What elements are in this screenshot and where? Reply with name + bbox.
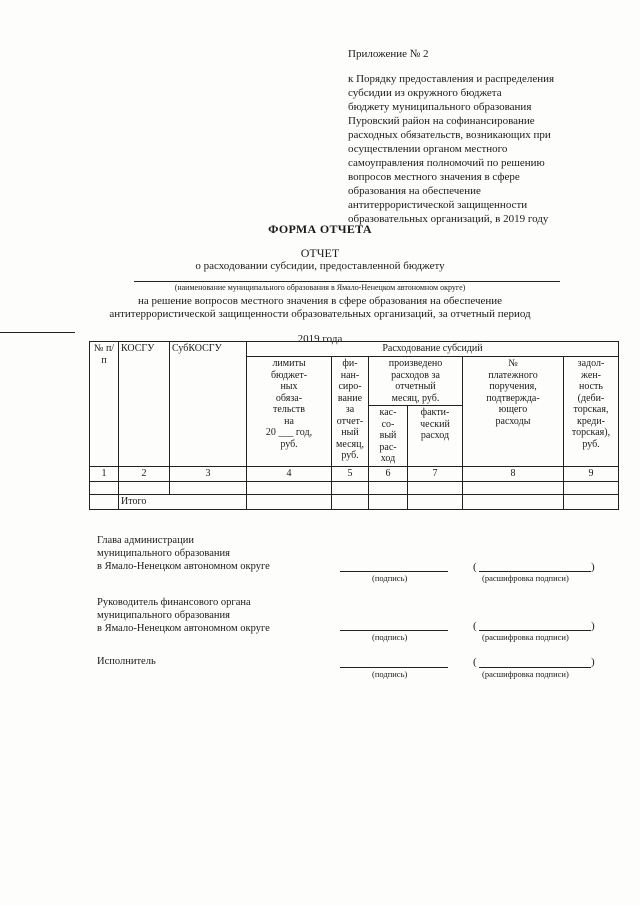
signature-caption: (подпись): [372, 669, 408, 679]
appendix-line: Пуровский район на софинансирование: [348, 115, 535, 127]
column-number: 4: [247, 466, 332, 481]
paren-open: (: [473, 620, 477, 632]
column-number: 8: [463, 466, 564, 481]
report-title: ОТЧЕТ: [300, 246, 340, 260]
header-financing: [332, 357, 369, 467]
signatory-finance-label: [97, 596, 270, 635]
header-text: платежного: [488, 369, 538, 381]
header-text: вание: [337, 392, 363, 404]
header-text: ный: [341, 427, 359, 438]
municipality-caption: (наименование муниципального образования в Ямало-Ненецком автономном округе): [174, 283, 466, 292]
table-cell[interactable]: [90, 494, 119, 509]
header-text: лимиты: [272, 358, 306, 369]
header-limits: [247, 357, 332, 467]
report-purpose: [0, 295, 640, 346]
appendix-line: расходных обязательств, возникающих при: [348, 129, 551, 141]
table-cell[interactable]: [463, 481, 564, 494]
decode-caption: (расшифровка подписи): [482, 573, 569, 583]
decode-caption: (расшифровка подписи): [482, 669, 569, 679]
header-cash: [369, 406, 408, 467]
signatory-line: Руководитель финансового органа: [97, 597, 251, 608]
table-cell[interactable]: [332, 481, 369, 494]
decode-caption: (расшифровка подписи): [482, 632, 569, 642]
header-text: месяц, руб.: [391, 392, 440, 404]
paren-close: ): [591, 620, 595, 632]
report-subtitle: о расходовании субсидии, предоставленной бюджету: [195, 260, 445, 272]
header-text: фи-: [342, 358, 358, 369]
paren-open: (: [473, 656, 477, 668]
table-cell[interactable]: [247, 494, 332, 509]
header-text: тельств: [273, 404, 305, 415]
header-text: торская,: [573, 404, 609, 415]
header-debt: [564, 357, 619, 467]
table-cell[interactable]: [564, 481, 619, 494]
appendix-line: осуществлении органом местного: [348, 143, 508, 155]
header-text: отчет-: [336, 415, 364, 427]
header-text: ных: [280, 381, 298, 392]
column-number: 7: [408, 466, 463, 481]
report-table: [89, 341, 619, 510]
header-text: расходы: [495, 415, 531, 427]
header-text: 20 ___ год,: [265, 427, 313, 438]
header-actual: [408, 406, 463, 467]
signatory-line: муниципального образования: [97, 610, 230, 621]
signature-caption: (подпись): [372, 573, 408, 583]
appendix-title: Приложение № 2: [348, 48, 429, 60]
header-spending-group: Расходование субсидий: [247, 342, 619, 357]
table-cell[interactable]: [247, 481, 332, 494]
header-text: сиро-: [338, 381, 362, 392]
paren-close: ): [591, 656, 595, 668]
header-text: жен-: [581, 369, 601, 381]
header-text: (деби-: [577, 392, 605, 404]
signatory-line: Глава администрации: [97, 535, 194, 546]
appendix-text: [348, 72, 598, 226]
table-cell[interactable]: [408, 481, 463, 494]
header-text: руб.: [280, 438, 298, 450]
header-text: рас-: [379, 441, 397, 453]
column-number: 2: [119, 466, 170, 481]
header-text: ность: [579, 381, 603, 392]
signatory-line: муниципального образования: [97, 548, 230, 559]
header-no: № п/п: [90, 342, 119, 467]
table-row: [90, 481, 619, 494]
form-title: ФОРМА ОТЧЕТА: [268, 222, 372, 236]
header-subkosgu: СубКОСГУ: [170, 342, 247, 467]
header-text: отчетный: [395, 381, 436, 392]
header-text: со-: [381, 418, 395, 430]
table-cell[interactable]: [332, 494, 369, 509]
signature-line[interactable]: [340, 571, 448, 572]
header-text: торская),: [571, 427, 611, 438]
appendix-line: к Порядку предоставления и распределения: [348, 73, 555, 85]
appendix-line: бюджету муниципального образования: [348, 101, 532, 113]
purpose-line-2: антитеррористической защищенности образовательных организаций, за отчетный период: [109, 308, 531, 320]
header-text: нан-: [340, 369, 360, 381]
year-suffix: 2019 года: [297, 333, 343, 345]
municipality-blank-line[interactable]: [134, 281, 560, 282]
header-text: расход: [420, 430, 450, 441]
table-cell[interactable]: [119, 481, 170, 494]
signatory-line: Исполнитель: [97, 656, 156, 667]
header-text: на: [284, 415, 294, 427]
signature-caption: (подпись): [372, 632, 408, 642]
header-text: подтвержда-: [486, 392, 540, 404]
appendix-line: вопросов местного значения в сфере: [348, 171, 520, 183]
table-cell[interactable]: [463, 494, 564, 509]
header-text: произведено: [388, 358, 443, 369]
column-number: 1: [90, 466, 119, 481]
header-text: ющего: [498, 404, 528, 415]
header-text: месяц,: [336, 438, 364, 450]
table-cell[interactable]: [170, 481, 247, 494]
appendix-line: самоуправления полномочий по решению: [348, 157, 545, 169]
header-text: поручения,: [489, 381, 537, 392]
purpose-line-1: на решение вопросов местного значения в сфере образования на обеспечение: [137, 295, 503, 307]
column-number: 9: [564, 466, 619, 481]
header-text: ческий: [420, 418, 450, 430]
appendix-line: антитеррористической защищенности: [348, 199, 528, 211]
appendix-line: субсидии из окружного бюджета: [348, 87, 502, 99]
table-cell[interactable]: [369, 494, 408, 509]
header-text: задол-: [577, 358, 605, 369]
table-cell[interactable]: [369, 481, 408, 494]
header-text: факти-: [420, 407, 450, 418]
table-cell[interactable]: [564, 494, 619, 509]
header-text: обяза-: [275, 392, 303, 404]
table-cell[interactable]: [408, 494, 463, 509]
paren-close: ): [591, 561, 595, 573]
signatory-line: в Ямало-Ненецком автономном округе: [97, 623, 270, 634]
signature-decode-line[interactable]: [479, 630, 591, 631]
column-number: 5: [332, 466, 369, 481]
header-text: креди-: [577, 415, 605, 427]
header-text: №: [508, 358, 518, 369]
signature-line[interactable]: [340, 667, 448, 668]
total-label: Итого: [119, 494, 247, 509]
total-row: [90, 494, 619, 509]
signatory-head-label: [97, 534, 270, 573]
header-text: ход: [380, 453, 396, 464]
header-text: руб.: [582, 438, 600, 450]
header-text: расходов за: [391, 369, 440, 381]
signature-decode-line[interactable]: [479, 571, 591, 572]
header-kosgu: КОСГУ: [119, 342, 170, 467]
executor-label: [97, 655, 156, 668]
header-text: бюджет-: [270, 369, 308, 381]
paren-open: (: [473, 561, 477, 573]
header-text: за: [345, 404, 355, 415]
column-numbers-row: [90, 466, 619, 481]
header-text: вый: [379, 430, 397, 441]
signatory-line: в Ямало-Ненецком автономном округе: [97, 561, 270, 572]
period-blank[interactable]: [0, 321, 75, 333]
column-number: 6: [369, 466, 408, 481]
header-payment-order: [463, 357, 564, 467]
signature-decode-line[interactable]: [479, 667, 591, 668]
signature-line[interactable]: [340, 630, 448, 631]
header-text: кас-: [379, 407, 397, 418]
table-cell[interactable]: [90, 481, 119, 494]
appendix-line: образования на обеспечение: [348, 185, 481, 197]
appendix-line: образовательных организаций, в 2019 году: [348, 213, 549, 225]
header-text: руб.: [341, 450, 359, 461]
header-spent-group: [369, 357, 463, 406]
column-number: 3: [170, 466, 247, 481]
